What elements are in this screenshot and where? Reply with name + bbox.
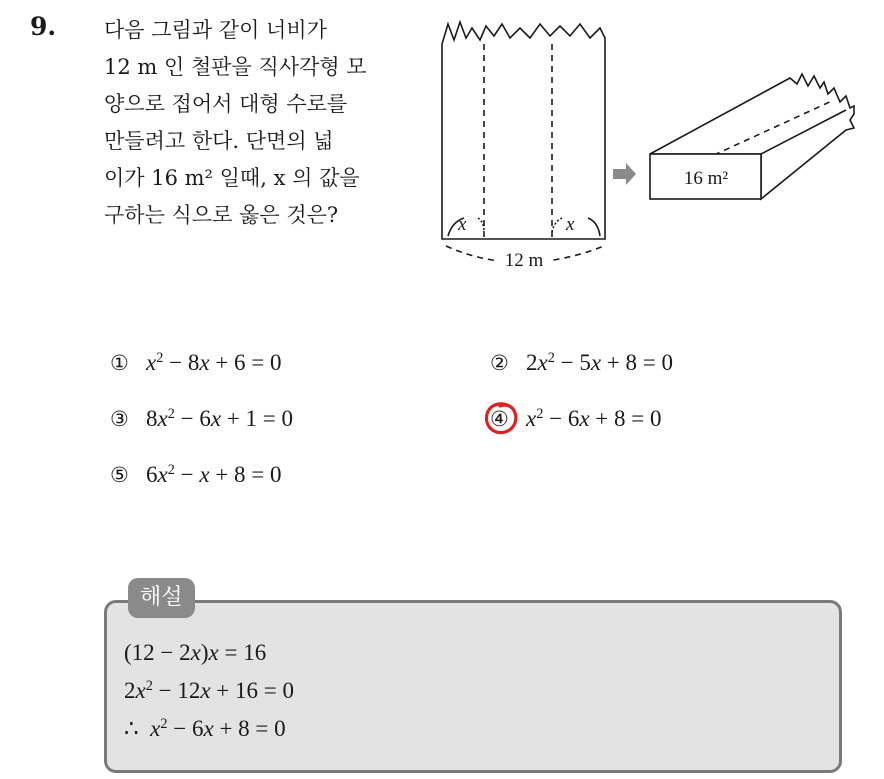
width-label: 12 m [504, 250, 544, 271]
question-line: 12 m 인 철판을 직사각형 모 [104, 55, 367, 79]
choice-equation: $x^2 - 8x + 6 = 0$ [146, 350, 282, 375]
choice-mark: ③ [110, 407, 129, 431]
choice-5[interactable] [110, 462, 282, 488]
area-label: 16 m² [683, 168, 729, 189]
solution-lines [124, 634, 294, 748]
folded-channel [650, 74, 854, 199]
question-text [104, 12, 414, 234]
choice-equation: $6x^2 - x + 8 = 0$ [146, 462, 282, 487]
x-label-left: x [458, 214, 467, 235]
solution-line: ∴ $x^2 - 6x + 8 = 0$ [124, 716, 286, 741]
choice-mark: ④ [490, 407, 509, 431]
flat-sheet [442, 22, 605, 263]
choice-1[interactable] [110, 350, 282, 376]
answer-circle-icon [482, 400, 522, 438]
question-line: 이가 16 m² 일때, x 의 값을 [104, 166, 360, 190]
question-number: 9. [30, 12, 57, 41]
sheet-folding-figure [430, 14, 870, 274]
choice-4[interactable] [490, 406, 662, 432]
solution-line: (12 − 2x)x = 16 [124, 640, 267, 665]
choice-equation: $2x^2 - 5x + 8 = 0$ [526, 350, 673, 375]
choice-mark: ① [110, 351, 129, 375]
question-line: 만들려고 한다. 단면의 넓 [104, 129, 334, 153]
x-label-right: x [566, 214, 575, 235]
choice-3[interactable] [110, 406, 293, 432]
choice-equation: $x^2 - 6x + 8 = 0$ [526, 406, 662, 431]
question-line: 양으로 접어서 대형 수로를 [104, 92, 348, 116]
question-line: 구하는 식으로 옳은 것은? [104, 203, 339, 227]
question-line: 다음 그림과 같이 너비가 [104, 18, 327, 42]
right-arrow-icon [613, 163, 636, 185]
answer-choices [110, 346, 830, 496]
choice-mark: ⑤ [110, 463, 129, 487]
solution-line: $2x^2 - 12x + 16 = 0$ [124, 678, 294, 703]
choice-2[interactable] [490, 350, 673, 376]
solution-tab: 해설 [128, 578, 195, 618]
choice-equation: $8x^2 - 6x + 1 = 0$ [146, 406, 293, 431]
choice-mark: ② [490, 351, 509, 375]
